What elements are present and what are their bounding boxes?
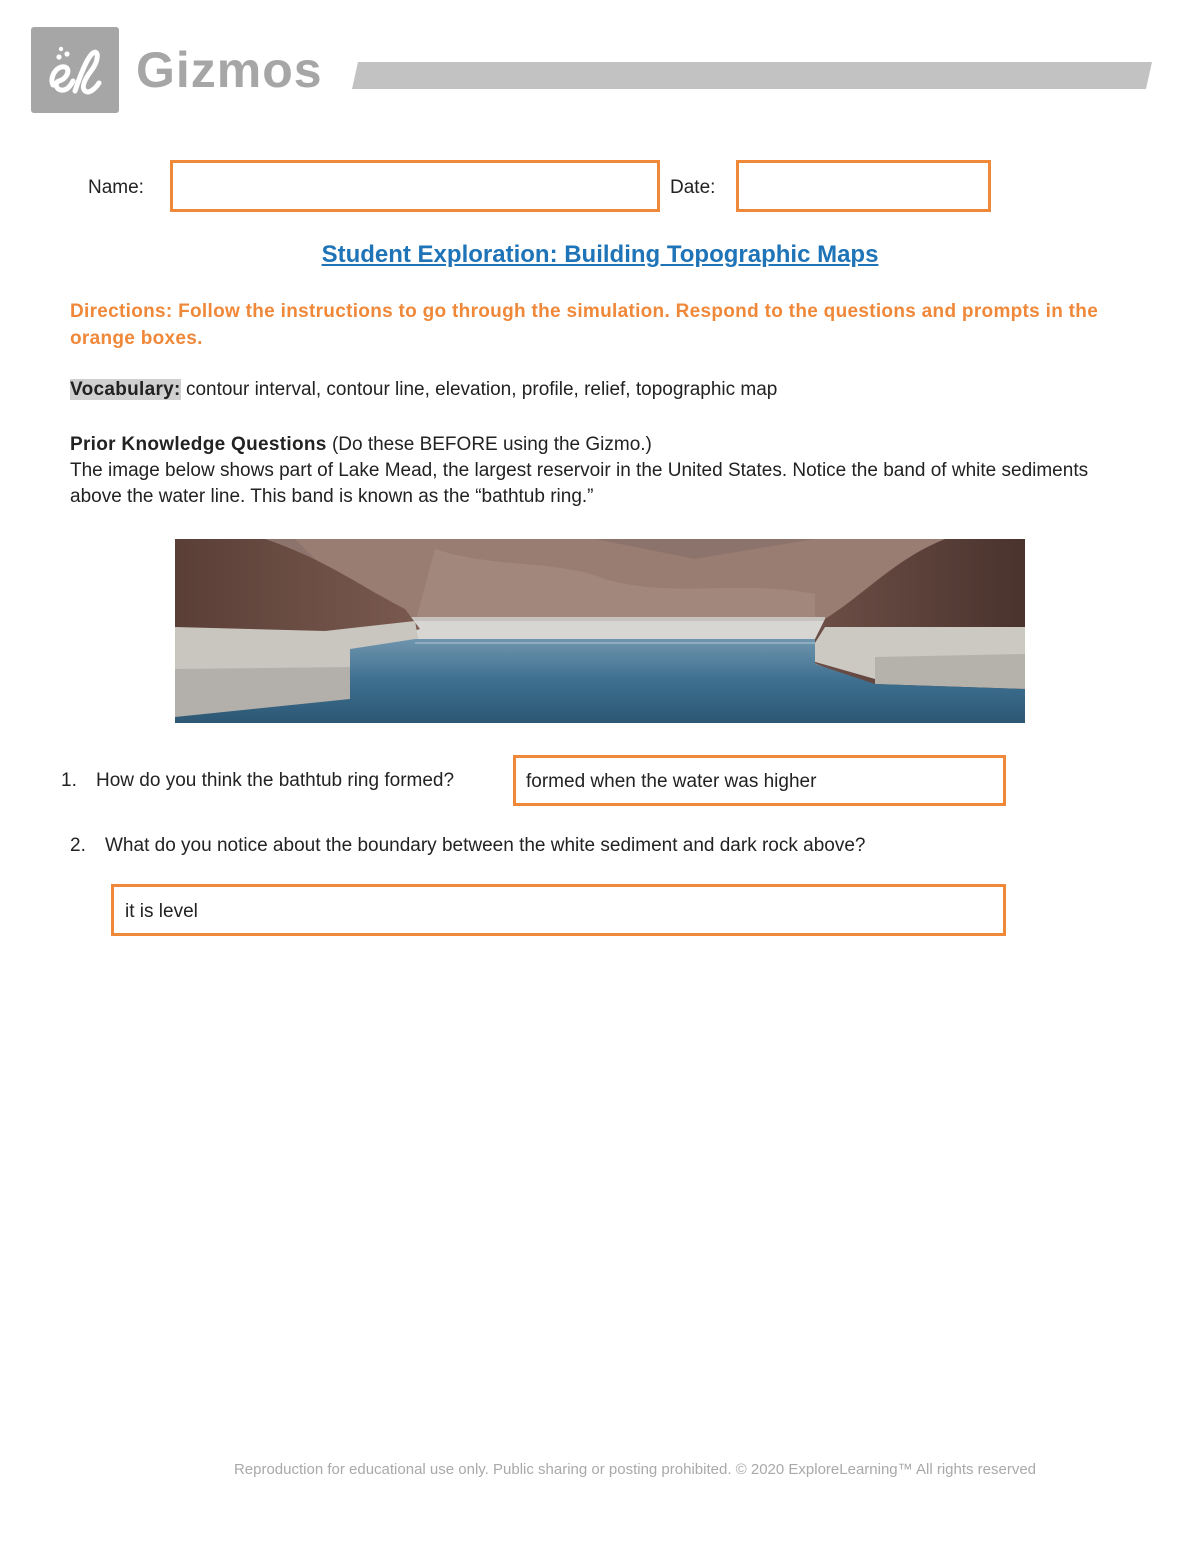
name-label: Name: <box>88 177 144 198</box>
lake-mead-photo <box>175 539 1025 723</box>
answer-2-box[interactable] <box>111 884 1006 936</box>
question-1-number: 1. <box>61 770 77 791</box>
prior-knowledge-section <box>70 432 1140 510</box>
question-1-text: How do you think the bathtub ring formed? <box>96 770 455 791</box>
footer-copyright: Reproduction for educational use only. Public sharing or posting prohibited. © 2020 ExploreLearning™ All rights reserved <box>233 1461 1037 1478</box>
directions-text: Directions: Follow the instructions to go through the simulation. Respond to the questions and prompts in the orange boxes. <box>70 301 1099 349</box>
answer-2-text: it is level <box>125 901 198 922</box>
page-title: Student Exploration: Building Topographic Maps <box>321 241 879 268</box>
explorelearning-el-logo-icon <box>31 27 119 113</box>
date-field-box <box>736 160 991 212</box>
vocabulary-terms: contour interval, contour line, elevation, profile, relief, topographic map <box>185 379 778 400</box>
question-2-text: What do you notice about the boundary between the white sediment and dark rock above? <box>105 835 866 856</box>
vocabulary-section <box>70 377 1130 403</box>
date-input[interactable] <box>739 163 988 209</box>
answer-1-box[interactable] <box>513 755 1006 806</box>
prior-knowledge-heading: Prior Knowledge Questions <box>70 434 327 455</box>
date-label: Date: <box>670 177 716 198</box>
brand-name: Gizmos <box>136 42 323 98</box>
prior-knowledge-note: (Do these BEFORE using the Gizmo.) <box>331 434 652 455</box>
answer-1-text: formed when the water was higher <box>526 771 817 792</box>
explorelearning-logo <box>31 27 119 113</box>
question-2-number: 2. <box>70 835 86 856</box>
name-input[interactable] <box>173 163 657 209</box>
header-divider-bar <box>352 62 1152 89</box>
vocabulary-label: Vocabulary: <box>70 379 181 400</box>
prior-knowledge-text: The image below shows part of Lake Mead, the largest reservoir in the United States. Notice the band of white sediments above the water line. This band is known as the “bathtub ring.” <box>70 460 1089 507</box>
name-field-box <box>170 160 660 212</box>
